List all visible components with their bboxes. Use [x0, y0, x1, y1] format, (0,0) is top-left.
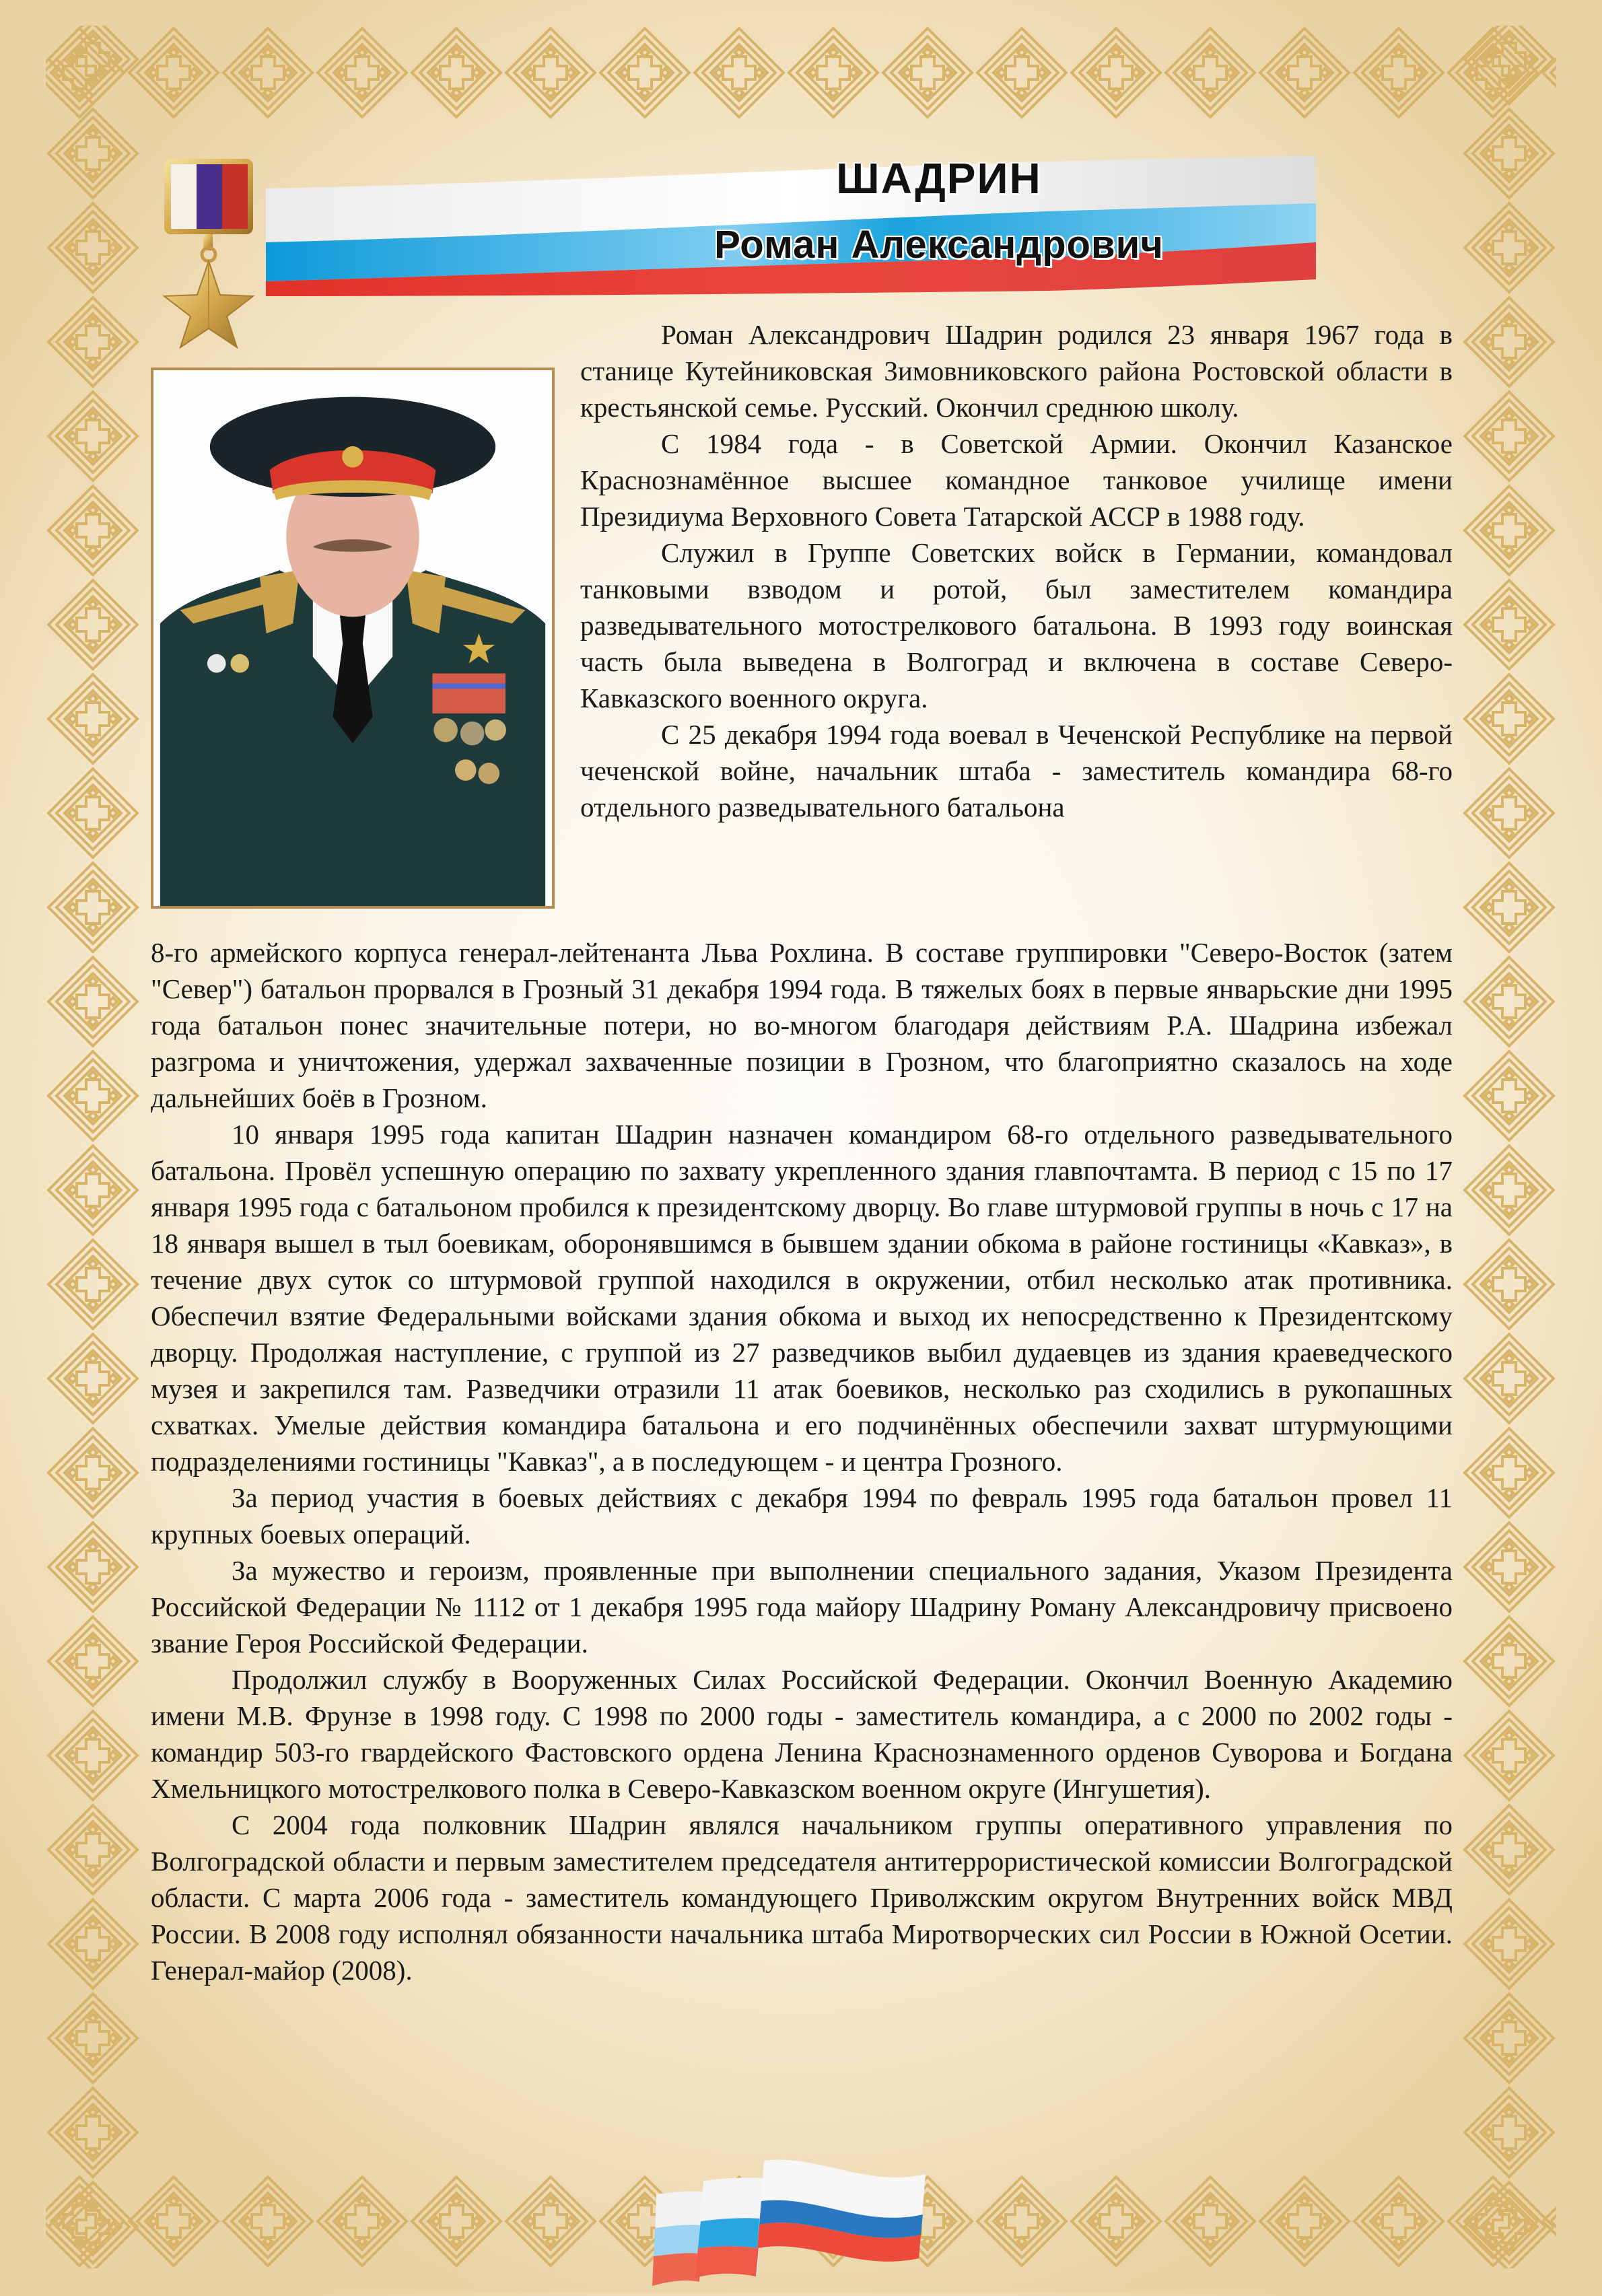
ornament-tile — [1449, 28, 1537, 117]
ornamental-border-left — [46, 26, 140, 2268]
ornament-tile — [1465, 2182, 1554, 2268]
ornament-tile — [48, 203, 137, 292]
ornament-tile — [1072, 2177, 1160, 2266]
ornament-tile — [1465, 1334, 1554, 1423]
ornament-tile — [600, 28, 689, 117]
ornament-tile — [48, 2088, 137, 2177]
ornament-tile — [412, 2177, 501, 2266]
bio-paragraph: С 1984 года - в Советской Армии. Окончил Казанское Краснознамённое высшее командное танковое училище имени Президиума Верховного Совета Татарской АССР в 1988 году. — [580, 428, 1453, 532]
hero-star-medal-icon — [162, 153, 256, 349]
ornament-tile — [1543, 28, 1556, 117]
given-names-title: Роман Александрович — [714, 223, 1164, 267]
ornament-tile — [883, 28, 972, 117]
ornament-tile — [48, 769, 137, 858]
ornament-tile — [48, 957, 137, 1046]
ornament-tile — [48, 392, 137, 481]
bio-paragraph: Роман Александрович Шадрин родился 23 января 1967 года в станице Кутейниковская Зимовниковского района Ростовской области в крестьянской семье. Русский. Окончил среднюю школу. — [580, 319, 1453, 423]
ornament-tile — [48, 1334, 137, 1423]
bio-paragraph: Продолжил службу в Вооруженных Силах Российской Федерации. Окончил Военную Академию имени М.В. Фрунзе в 1998 году. С 1998 по 2000 годы - заместитель командира, а с 2000 по 2002 годы - командир 503-го гвардейского Фастовского ордена Ленина Краснознаменного орденов Суворова и Богдана Хмельницкого мотострелкового полка в Северо-Кавказском военном округе (Ингушетия). — [151, 1664, 1453, 1804]
ornament-tile — [223, 28, 312, 117]
ornament-tile — [48, 1240, 137, 1329]
ornament-tile — [48, 863, 137, 952]
ornament-tile — [1465, 203, 1554, 292]
ornament-tile — [318, 28, 407, 117]
ornament-tile — [48, 674, 137, 763]
bio-paragraph: С 2004 года полковник Шадрин являлся начальником группы оперативного управления по Волгоградской области и первым заместителем председателя антитеррористической комиссии Волгоградской области. С марта 2006 года - заместитель командующего Приволжским округом Внутренних войск МВД России. В 2008 году исполнял обязанности начальника штаба Миротворческих сил России в Южной Осетии. Генерал-майор (2008). — [151, 1809, 1453, 1986]
ornament-tile — [48, 1523, 137, 1611]
ornament-tile — [1465, 1900, 1554, 1988]
ornament-tile — [223, 2177, 312, 2266]
ornament-tile — [1465, 1805, 1554, 1894]
ornament-tile — [48, 580, 137, 669]
bio-paragraph: За период участия в боевых действиях с декабря 1994 по февраль 1995 года батальон провел 11 крупных боевых операций. — [151, 1482, 1453, 1550]
ornament-tile — [1354, 2177, 1443, 2266]
ornament-tile — [1465, 1523, 1554, 1611]
ornament-tile — [1465, 863, 1554, 952]
portrait-photo — [151, 368, 555, 909]
surname-title: ШАДРИН — [836, 154, 1042, 203]
ornament-tile — [506, 2177, 595, 2266]
ornamental-border-right — [1462, 26, 1556, 2268]
ornament-tile — [46, 2177, 124, 2266]
ornament-tile — [48, 298, 137, 386]
russian-flags-icon — [643, 2147, 959, 2293]
ornament-tile — [1465, 674, 1554, 763]
ornament-tile — [1465, 26, 1554, 104]
ornament-tile — [789, 28, 878, 117]
bio-paragraph: Служил в Группе Советских войск в Германии, командовал танковыми взводом и ротой, был заместителем командира разведывательного мотострелкового батальона. В 1993 году воинская часть была выведена в Волгоград и включена в составе Северо-Кавказского военного округа. — [580, 537, 1453, 714]
biography-main — [151, 934, 1453, 1988]
ornament-tile — [1543, 2177, 1556, 2266]
ornament-tile — [1166, 28, 1255, 117]
ornament-tile — [48, 109, 137, 198]
ornament-tile — [1465, 769, 1554, 858]
ornament-tile — [46, 28, 124, 117]
ornament-tile — [1465, 486, 1554, 575]
ornament-tile — [48, 1146, 137, 1234]
ornament-tile — [1465, 392, 1554, 481]
ornament-tile — [1465, 1711, 1554, 1800]
ornament-tile — [1354, 28, 1443, 117]
portrait-image — [153, 370, 552, 906]
ornament-tile — [1465, 2088, 1554, 2177]
ornament-tile — [1465, 109, 1554, 198]
bio-paragraph: 10 января 1995 года капитан Шадрин назначен командиром 68-го отдельного разведывательного батальона. Провёл успешную операцию по захвату укрепленного здания главпочтамта. В период с 15 по 17 января 1995 года с батальоном пробился к президентскому дворцу. Во главе штурмовой группы в ночь с 17 на 18 января вышел в тыл боевикам, оборонявшимся в бывшем здании обкома в районе гостиницы «Кавказ», в течение двух суток со штурмовой группой находился в окружении, отбил несколько атак противника. Обеспечил взятие Федеральными войсками здания обкома и выход их непосредственно к Президентскому дворцу. Продолжая наступление, с группой из 27 разведчиков выбил дудаевцев из здания краеведческого музея и закрепился там. Разведчики отразили 11 атак боевиков, несколько раз сходились в рукопашных схватках. Умелые действия командира батальона и его подчинённых обеспечили захват штурмующими подразделениями гостиницы "Кавказ", а в последующем - и центра Грозного. — [151, 1119, 1453, 1477]
ornament-tile — [412, 28, 501, 117]
bio-paragraph: За мужество и героизм, проявленные при выполнении специального задания, Указом Президента Российской Федерации № 1112 от 1 декабря 1995 года майору Шадрину Роману Александровичу присвоено звание Героя Российской Федерации. — [151, 1555, 1453, 1659]
ornament-tile — [129, 2177, 218, 2266]
ornamental-border-top — [46, 26, 1556, 120]
ornament-tile — [1465, 1146, 1554, 1234]
ornament-tile — [48, 26, 137, 104]
ornament-tile — [48, 1805, 137, 1894]
ornament-tile — [1465, 1617, 1554, 1706]
ornament-tile — [48, 2182, 137, 2268]
ornament-tile — [48, 1900, 137, 1988]
ornament-tile — [48, 1994, 137, 2083]
ornament-tile — [48, 1617, 137, 1706]
bio-paragraph: 8-го армейского корпуса генерал-лейтенанта Льва Рохлина. В составе группировки "Северо-Восток (затем "Север") батальон прорвался в Грозный 31 декабря 1994 года. В тяжелых боях в первые январьские дни 1995 года батальон понес значительные потери, но во-многом благодаря действиям Р.А. Шадрина избежал разгрома и уничтожения, удержал захваченные позиции в Грозном, что благоприятно сказалось на ходе дальнейших боёв в Грозном. — [151, 937, 1453, 1113]
ornament-tile — [695, 28, 783, 117]
title-banner — [266, 141, 1316, 296]
ornament-tile — [1166, 2177, 1255, 2266]
ornament-tile — [318, 2177, 407, 2266]
biography-intro — [580, 316, 1453, 825]
ornament-tile — [977, 2177, 1066, 2266]
ornament-tile — [1465, 1051, 1554, 1140]
ornament-tile — [1465, 1994, 1554, 2083]
ornament-tile — [1449, 2177, 1537, 2266]
ornament-tile — [1260, 28, 1349, 117]
ornament-tile — [1465, 298, 1554, 386]
ornament-tile — [1465, 957, 1554, 1046]
ornament-tile — [1260, 2177, 1349, 2266]
ornament-tile — [48, 1428, 137, 1517]
ornament-tile — [1465, 580, 1554, 669]
ornament-tile — [1072, 28, 1160, 117]
ornament-tile — [48, 1051, 137, 1140]
bio-paragraph: С 25 декабря 1994 года воевал в Чеченской Республике на первой чеченской войне, начальник штаба - заместитель командира 68-го отдельного разведывательного батальона — [580, 719, 1453, 823]
ornament-tile — [977, 28, 1066, 117]
ornament-tile — [1465, 1428, 1554, 1517]
ornament-tile — [48, 486, 137, 575]
ornament-tile — [48, 1711, 137, 1800]
ornament-tile — [1465, 1240, 1554, 1329]
ornament-tile — [506, 28, 595, 117]
ornament-tile — [129, 28, 218, 117]
